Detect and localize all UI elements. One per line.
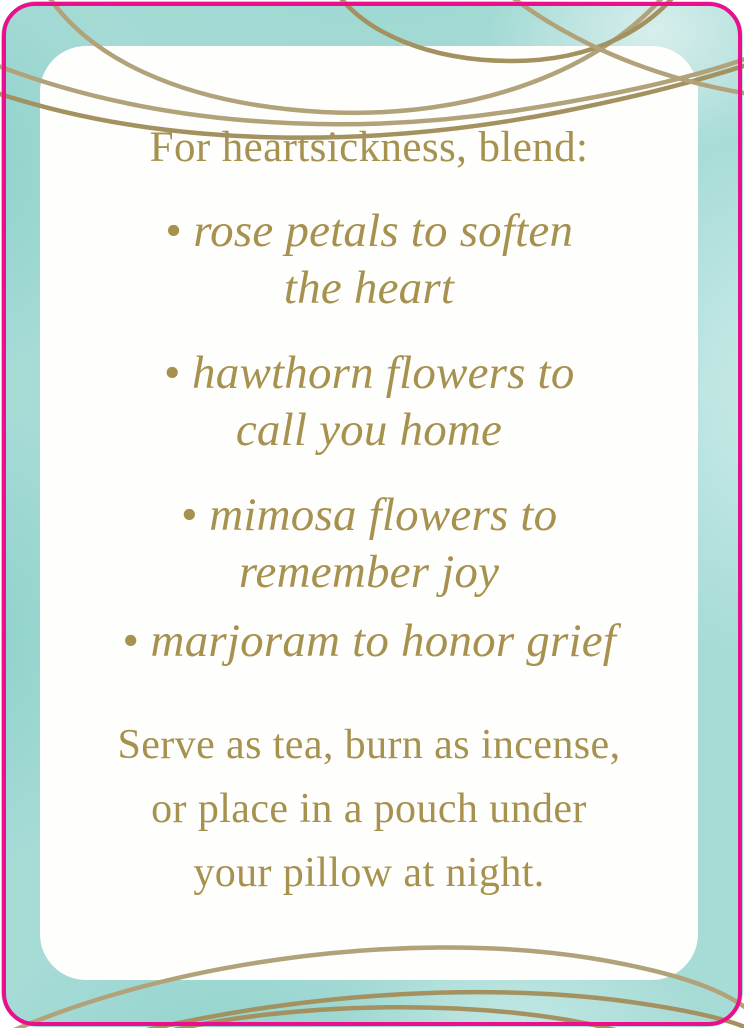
list-item-line: • marjoram to honor grief <box>121 615 617 667</box>
ingredient-list <box>60 203 678 670</box>
usage-instructions-line: or place in a pouch under <box>151 786 587 832</box>
list-item-line: • rose petals to soften <box>164 205 574 257</box>
white-card-panel <box>40 46 698 980</box>
usage-instructions <box>60 713 678 905</box>
usage-instructions-line: Serve as tea, burn as incense, <box>117 722 621 768</box>
list-item-marjoram <box>60 613 678 670</box>
list-item-mimosa <box>60 487 678 601</box>
list-item-line: the heart <box>283 262 455 314</box>
list-item-hawthorn <box>60 345 678 459</box>
list-item-line: call you home <box>235 404 503 456</box>
list-item-line: remember joy <box>238 546 500 598</box>
list-item-line: • mimosa flowers to <box>180 489 558 541</box>
list-item-line: • hawthorn flowers to <box>163 347 575 399</box>
card-title: For heartsickness, blend: <box>149 124 589 171</box>
usage-instructions-line: your pillow at night. <box>193 850 545 896</box>
list-item-rose-petals <box>60 203 678 317</box>
